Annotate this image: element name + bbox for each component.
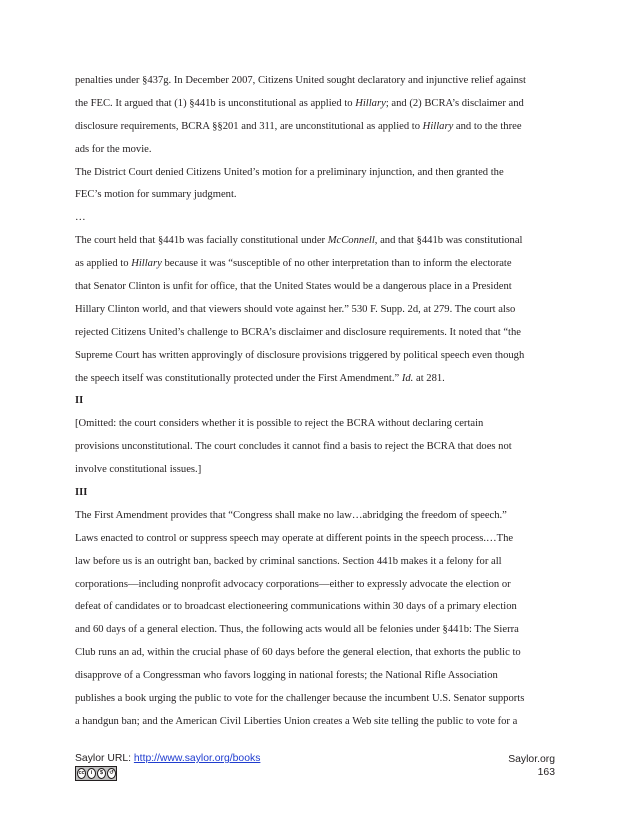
text-segment: III [75, 487, 88, 499]
text-segment: The District Court denied Citizens United’s motion for a preliminary injunction, and then granted the [75, 166, 504, 178]
text-segment: and 60 days of a general election. Thus, the following acts would all be felonies under §441b: The Sierra [75, 624, 519, 636]
text-line [75, 711, 555, 734]
text-line [75, 688, 555, 711]
text-segment: because it was “susceptible of no other interpretation than to inform the electorate [161, 258, 512, 270]
cc-license-icon[interactable] [75, 766, 117, 781]
text-segment: provisions unconstitutional. The court concludes it cannot find a basis to reject the BCRA that does not [75, 441, 512, 453]
footer-url-line [75, 753, 260, 764]
text-line [75, 505, 555, 528]
text-segment: law before us is an outright ban, backed by criminal sanctions. Section 441b makes it a felony for all [75, 555, 502, 567]
text-segment: , and that §441b was constitutional [374, 235, 523, 247]
text-segment: at 281. [413, 372, 445, 384]
text-line [75, 207, 555, 230]
text-segment: Club runs an ad, within the crucial phase of 60 days before the general election, that exhorts the public to [75, 647, 521, 659]
text-line [75, 345, 555, 368]
cc-nc-icon: $ [97, 768, 106, 779]
text-line [75, 139, 555, 162]
text-line [75, 230, 555, 253]
text-segment: disapprove of a Congressman who favors logging in national forests; the National Rifle Association [75, 670, 498, 682]
text-segment: a handgun ban; and the American Civil Liberties Union creates a Web site telling the public to vote for a [75, 715, 518, 727]
text-line [75, 551, 555, 574]
text-segment: and to the three [453, 120, 522, 132]
text-line [75, 276, 555, 299]
text-segment: defeat of candidates or to broadcast electioneering communications within 30 days of a primary election [75, 601, 517, 613]
page-number: 163 [537, 767, 555, 778]
text-segment: the speech itself was constitutionally protected under the First Amendment.” [75, 372, 402, 384]
text-line [75, 116, 555, 139]
text-segment: Laws enacted to control or suppress speech may operate at different points in the speech process.…The [75, 532, 514, 544]
text-line [75, 413, 555, 436]
text-line [75, 574, 555, 597]
text-segment: penalties under §437g. In December 2007, Citizens United sought declaratory and injunctive relief against [75, 75, 526, 86]
text-line [75, 70, 555, 93]
text-segment: The court held that §441b was facially constitutional under [75, 235, 328, 247]
footer-url-link[interactable]: http://www.saylor.org/books [133, 753, 261, 764]
text-segment: ads for the movie. [75, 143, 152, 155]
text-line [75, 596, 555, 619]
text-line [75, 436, 555, 459]
footer-site-info [508, 753, 555, 779]
text-segment: disclosure requirements, BCRA §§201 and 311, are unconstitutional as applied to [75, 120, 423, 132]
text-line [75, 665, 555, 688]
text-line [75, 322, 555, 345]
text-line [75, 93, 555, 116]
text-line [75, 528, 555, 551]
section-heading [75, 390, 555, 413]
footer-url-label: Saylor URL: [75, 753, 134, 764]
text-line [75, 642, 555, 665]
text-segment: that Senator Clinton is unfit for office, that the United States would be a dangerous place in a President [75, 281, 512, 293]
text-segment: FEC’s motion for summary judgment. [75, 189, 237, 201]
text-segment: The First Amendment provides that “Congress shall make no law…abridging the freedom of speech.” [75, 509, 507, 521]
text-line [75, 619, 555, 642]
text-segment: … [75, 212, 86, 224]
italic-text: Hillary [355, 97, 386, 109]
italic-text: McConnell [327, 235, 375, 247]
text-segment: corporations—including nonprofit advocacy corporations—either to expressly advocate the election or [75, 578, 511, 590]
footer-site-name: Saylor.org [508, 754, 555, 765]
text-segment: rejected Citizens United’s challenge to BCRA’s disclaimer and disclosure requirements. It noted that “the [75, 326, 521, 338]
italic-text: Hillary [422, 120, 454, 132]
text-segment: the FEC. It argued that (1) §441b is unconstitutional as applied to [75, 97, 356, 109]
text-line [75, 184, 555, 207]
text-line [75, 253, 555, 276]
text-segment: ; and (2) BCRA’s disclaimer and [385, 97, 524, 109]
cc-sa-icon: ↺ [107, 768, 116, 779]
text-segment: Supreme Court has written approvingly of disclosure provisions triggered by political speech even though [75, 349, 525, 361]
text-line [75, 299, 555, 322]
text-segment: involve constitutional issues.] [75, 464, 202, 476]
italic-text: Id. [401, 372, 414, 384]
text-segment: [Omitted: the court considers whether it is possible to reject the BCRA without declaring certain [75, 418, 484, 430]
text-line [75, 162, 555, 185]
text-segment: II [75, 395, 84, 407]
italic-text: Hillary [131, 258, 162, 270]
section-heading [75, 482, 555, 505]
text-line [75, 368, 555, 391]
text-segment: as applied to [75, 258, 132, 270]
text-line [75, 459, 555, 482]
text-segment: Hillary Clinton world, and that viewers should vote against her.” 530 F. Supp. 2d, at 279. The court also [75, 303, 516, 315]
text-segment: publishes a book urging the public to vote for the challenger because the incumbent U.S. Senator supports [75, 693, 525, 705]
document-body [75, 70, 555, 734]
cc-by-icon: i [87, 768, 96, 779]
cc-logo-icon: cc [77, 768, 86, 779]
